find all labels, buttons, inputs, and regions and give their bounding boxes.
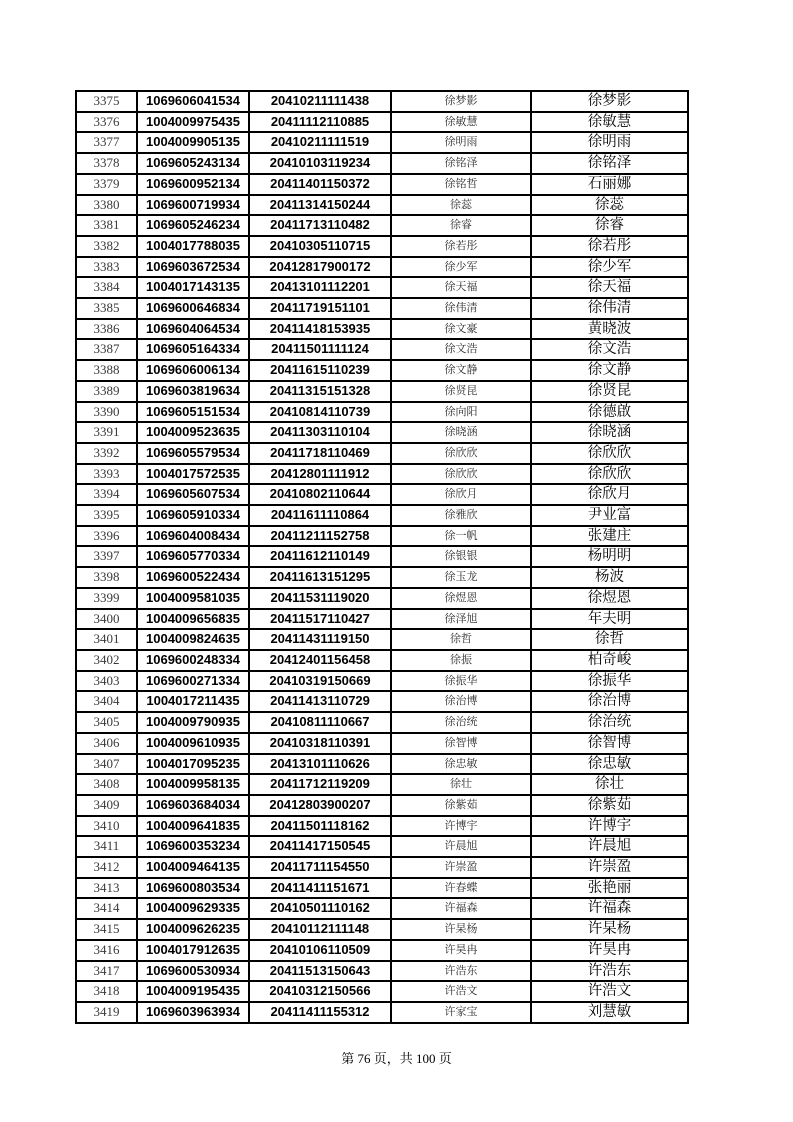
cell-student-id: 1004017912635	[137, 940, 249, 961]
cell-student-id: 1069604064534	[137, 319, 249, 340]
cell-guardian-name: 徐铭泽	[531, 153, 688, 174]
cell-serial: 3378	[76, 153, 137, 174]
cell-name: 许杲杨	[391, 919, 531, 940]
table-row	[76, 919, 688, 940]
cell-serial: 3393	[76, 464, 137, 485]
cell-serial: 3375	[76, 91, 137, 112]
cell-serial: 3389	[76, 381, 137, 402]
cell-serial: 3398	[76, 567, 137, 588]
cell-student-id: 1004017211435	[137, 691, 249, 712]
cell-name: 徐明雨	[391, 132, 531, 153]
cell-student-id: 1004009656835	[137, 609, 249, 630]
cell-serial: 3404	[76, 691, 137, 712]
cell-name: 徐贤昆	[391, 381, 531, 402]
cell-name: 徐晓涵	[391, 422, 531, 443]
cell-exam-number: 20411713110482	[249, 215, 391, 236]
cell-guardian-name: 徐壮	[531, 774, 688, 795]
table-row	[76, 91, 688, 112]
cell-guardian-name: 徐欣月	[531, 484, 688, 505]
cell-exam-number: 20410802110644	[249, 484, 391, 505]
table-row	[76, 153, 688, 174]
cell-serial: 3376	[76, 112, 137, 133]
cell-guardian-name: 徐智博	[531, 733, 688, 754]
roster-table	[75, 90, 689, 1024]
cell-student-id: 1069603819634	[137, 381, 249, 402]
table-row	[76, 277, 688, 298]
cell-serial: 3383	[76, 257, 137, 278]
table-row	[76, 215, 688, 236]
cell-exam-number: 20411315151328	[249, 381, 391, 402]
table-row	[76, 298, 688, 319]
cell-exam-number: 20411718110469	[249, 443, 391, 464]
cell-guardian-name: 许杲杨	[531, 919, 688, 940]
table-row	[76, 940, 688, 961]
cell-guardian-name: 徐德啟	[531, 402, 688, 423]
cell-name: 许春蝶	[391, 878, 531, 899]
cell-guardian-name: 石丽娜	[531, 174, 688, 195]
table-row	[76, 754, 688, 775]
cell-student-id: 1069606006134	[137, 360, 249, 381]
cell-exam-number: 20410112111148	[249, 919, 391, 940]
cell-serial: 3409	[76, 795, 137, 816]
cell-student-id: 1069606041534	[137, 91, 249, 112]
cell-student-id: 1069600646834	[137, 298, 249, 319]
cell-exam-number: 20410318110391	[249, 733, 391, 754]
cell-serial: 3381	[76, 215, 137, 236]
cell-name: 徐银银	[391, 546, 531, 567]
table-row	[76, 339, 688, 360]
cell-name: 许崇盈	[391, 857, 531, 878]
table-row	[76, 836, 688, 857]
cell-serial: 3388	[76, 360, 137, 381]
cell-guardian-name: 年夫明	[531, 609, 688, 630]
cell-serial: 3390	[76, 402, 137, 423]
table-row	[76, 484, 688, 505]
cell-name: 徐少军	[391, 257, 531, 278]
cell-guardian-name: 许昊冉	[531, 940, 688, 961]
cell-exam-number: 20412803900207	[249, 795, 391, 816]
cell-serial: 3410	[76, 816, 137, 837]
cell-guardian-name: 徐欣欣	[531, 443, 688, 464]
cell-serial: 3402	[76, 650, 137, 671]
cell-exam-number: 20413101110626	[249, 754, 391, 775]
table-row	[76, 712, 688, 733]
cell-serial: 3395	[76, 505, 137, 526]
cell-name: 许晨旭	[391, 836, 531, 857]
cell-guardian-name: 许福森	[531, 898, 688, 919]
cell-guardian-name: 杨明明	[531, 546, 688, 567]
cell-exam-number: 20411413110729	[249, 691, 391, 712]
table-row	[76, 546, 688, 567]
cell-exam-number: 20411418153935	[249, 319, 391, 340]
table-row	[76, 464, 688, 485]
cell-name: 徐哲	[391, 629, 531, 650]
cell-exam-number: 20411401150372	[249, 174, 391, 195]
cell-serial: 3403	[76, 671, 137, 692]
cell-exam-number: 20410814110739	[249, 402, 391, 423]
cell-student-id: 1069603963934	[137, 1002, 249, 1023]
cell-exam-number: 20411711154550	[249, 857, 391, 878]
table-row	[76, 671, 688, 692]
cell-name: 许博宇	[391, 816, 531, 837]
cell-student-id: 1069604008434	[137, 526, 249, 547]
cell-student-id: 1004009626235	[137, 919, 249, 940]
cell-serial: 3407	[76, 754, 137, 775]
cell-student-id: 1004009824635	[137, 629, 249, 650]
cell-exam-number: 20411615110239	[249, 360, 391, 381]
cell-student-id: 1069605579534	[137, 443, 249, 464]
cell-guardian-name: 徐蕊	[531, 195, 688, 216]
table-row	[76, 857, 688, 878]
cell-guardian-name: 徐伟清	[531, 298, 688, 319]
cell-serial: 3380	[76, 195, 137, 216]
table-row	[76, 733, 688, 754]
table-row	[76, 174, 688, 195]
table-row	[76, 195, 688, 216]
table-row	[76, 505, 688, 526]
cell-name: 徐文豪	[391, 319, 531, 340]
cell-student-id: 1004009581035	[137, 588, 249, 609]
cell-student-id: 1004009641835	[137, 816, 249, 837]
cell-student-id: 1004009464135	[137, 857, 249, 878]
table-row	[76, 402, 688, 423]
cell-student-id: 1069603684034	[137, 795, 249, 816]
cell-student-id: 1069603672534	[137, 257, 249, 278]
cell-name: 徐忠敏	[391, 754, 531, 775]
cell-student-id: 1004009975435	[137, 112, 249, 133]
cell-name: 徐欣欣	[391, 464, 531, 485]
cell-exam-number: 20411211152758	[249, 526, 391, 547]
cell-guardian-name: 徐少军	[531, 257, 688, 278]
cell-student-id: 1069605164334	[137, 339, 249, 360]
cell-guardian-name: 徐天福	[531, 277, 688, 298]
cell-exam-number: 20412401156458	[249, 650, 391, 671]
table-row	[76, 1002, 688, 1023]
cell-name: 徐治博	[391, 691, 531, 712]
cell-name: 徐智博	[391, 733, 531, 754]
cell-exam-number: 20411112110885	[249, 112, 391, 133]
cell-serial: 3416	[76, 940, 137, 961]
cell-guardian-name: 徐晓涵	[531, 422, 688, 443]
roster-table-container	[75, 90, 689, 1024]
cell-serial: 3384	[76, 277, 137, 298]
cell-student-id: 1004017788035	[137, 236, 249, 257]
cell-name: 许福森	[391, 898, 531, 919]
cell-exam-number: 20411531119020	[249, 588, 391, 609]
cell-serial: 3382	[76, 236, 137, 257]
cell-exam-number: 20410106110509	[249, 940, 391, 961]
cell-guardian-name: 徐明雨	[531, 132, 688, 153]
cell-student-id: 1069600271334	[137, 671, 249, 692]
table-row	[76, 381, 688, 402]
cell-serial: 3377	[76, 132, 137, 153]
table-row	[76, 526, 688, 547]
cell-student-id: 1004009790935	[137, 712, 249, 733]
cell-name: 徐振华	[391, 671, 531, 692]
cell-student-id: 1069600530934	[137, 961, 249, 982]
table-row	[76, 236, 688, 257]
cell-guardian-name: 徐治统	[531, 712, 688, 733]
cell-exam-number: 20411501111124	[249, 339, 391, 360]
cell-serial: 3412	[76, 857, 137, 878]
cell-name: 徐紫茹	[391, 795, 531, 816]
cell-exam-number: 20411303110104	[249, 422, 391, 443]
cell-guardian-name: 徐文静	[531, 360, 688, 381]
table-row	[76, 567, 688, 588]
cell-serial: 3418	[76, 981, 137, 1002]
cell-guardian-name: 柏奇峻	[531, 650, 688, 671]
cell-student-id: 1004017572535	[137, 464, 249, 485]
cell-guardian-name: 徐欣欣	[531, 464, 688, 485]
cell-guardian-name: 许博宇	[531, 816, 688, 837]
cell-student-id: 1069605243134	[137, 153, 249, 174]
cell-exam-number: 20412801111912	[249, 464, 391, 485]
cell-serial: 3391	[76, 422, 137, 443]
cell-exam-number: 20410319150669	[249, 671, 391, 692]
cell-name: 徐文浩	[391, 339, 531, 360]
cell-serial: 3399	[76, 588, 137, 609]
cell-serial: 3413	[76, 878, 137, 899]
cell-serial: 3392	[76, 443, 137, 464]
table-row	[76, 443, 688, 464]
cell-serial: 3385	[76, 298, 137, 319]
cell-serial: 3414	[76, 898, 137, 919]
cell-student-id: 1004009523635	[137, 422, 249, 443]
cell-name: 徐治统	[391, 712, 531, 733]
cell-student-id: 1069600522434	[137, 567, 249, 588]
cell-student-id: 1069600353234	[137, 836, 249, 857]
cell-name: 徐煜恩	[391, 588, 531, 609]
table-row	[76, 898, 688, 919]
cell-name: 许昊冉	[391, 940, 531, 961]
cell-guardian-name: 徐敏慧	[531, 112, 688, 133]
cell-serial: 3386	[76, 319, 137, 340]
cell-name: 徐睿	[391, 215, 531, 236]
cell-exam-number: 20410103119234	[249, 153, 391, 174]
cell-guardian-name: 徐贤昆	[531, 381, 688, 402]
cell-guardian-name: 徐忠敏	[531, 754, 688, 775]
cell-serial: 3400	[76, 609, 137, 630]
cell-student-id: 1069600719934	[137, 195, 249, 216]
cell-exam-number: 20411611110864	[249, 505, 391, 526]
table-row	[76, 691, 688, 712]
table-row	[76, 257, 688, 278]
cell-guardian-name: 杨波	[531, 567, 688, 588]
cell-exam-number: 20410811110667	[249, 712, 391, 733]
cell-name: 徐欣月	[391, 484, 531, 505]
cell-name: 徐文静	[391, 360, 531, 381]
cell-student-id: 1004009195435	[137, 981, 249, 1002]
cell-name: 徐铭哲	[391, 174, 531, 195]
cell-student-id: 1004017095235	[137, 754, 249, 775]
table-body	[76, 91, 688, 1023]
cell-guardian-name: 徐睿	[531, 215, 688, 236]
cell-name: 徐蕊	[391, 195, 531, 216]
cell-exam-number: 20412817900172	[249, 257, 391, 278]
cell-serial: 3397	[76, 546, 137, 567]
cell-exam-number: 20411411155312	[249, 1002, 391, 1023]
cell-name: 许浩东	[391, 961, 531, 982]
table-row	[76, 816, 688, 837]
cell-serial: 3394	[76, 484, 137, 505]
cell-student-id: 1004009610935	[137, 733, 249, 754]
cell-name: 徐向阳	[391, 402, 531, 423]
cell-exam-number: 20410305110715	[249, 236, 391, 257]
cell-guardian-name: 黄晓波	[531, 319, 688, 340]
cell-guardian-name: 徐哲	[531, 629, 688, 650]
cell-name: 徐梦影	[391, 91, 531, 112]
cell-exam-number: 20411612110149	[249, 546, 391, 567]
table-row	[76, 650, 688, 671]
cell-name: 徐伟清	[391, 298, 531, 319]
cell-name: 徐振	[391, 650, 531, 671]
cell-guardian-name: 许浩东	[531, 961, 688, 982]
cell-exam-number: 20410501110162	[249, 898, 391, 919]
cell-exam-number: 20410211111438	[249, 91, 391, 112]
table-row	[76, 961, 688, 982]
cell-serial: 3408	[76, 774, 137, 795]
cell-name: 徐铭泽	[391, 153, 531, 174]
cell-exam-number: 20411712119209	[249, 774, 391, 795]
cell-student-id: 1069600248334	[137, 650, 249, 671]
cell-student-id: 1004017143135	[137, 277, 249, 298]
table-row	[76, 878, 688, 899]
cell-serial: 3405	[76, 712, 137, 733]
cell-guardian-name: 许浩文	[531, 981, 688, 1002]
cell-exam-number: 20410312150566	[249, 981, 391, 1002]
cell-exam-number: 20410211111519	[249, 132, 391, 153]
table-row	[76, 981, 688, 1002]
cell-student-id: 1004009629335	[137, 898, 249, 919]
table-row	[76, 360, 688, 381]
cell-name: 许浩文	[391, 981, 531, 1002]
table-row	[76, 588, 688, 609]
cell-guardian-name: 许崇盈	[531, 857, 688, 878]
cell-guardian-name: 许晨旭	[531, 836, 688, 857]
cell-serial: 3401	[76, 629, 137, 650]
cell-name: 徐雅欣	[391, 505, 531, 526]
cell-exam-number: 20411719151101	[249, 298, 391, 319]
cell-name: 徐一帆	[391, 526, 531, 547]
table-row	[76, 629, 688, 650]
table-row	[76, 774, 688, 795]
cell-guardian-name: 张艳丽	[531, 878, 688, 899]
cell-guardian-name: 徐文浩	[531, 339, 688, 360]
cell-exam-number: 20411613151295	[249, 567, 391, 588]
table-row	[76, 132, 688, 153]
cell-serial: 3406	[76, 733, 137, 754]
cell-serial: 3417	[76, 961, 137, 982]
cell-student-id: 1069600803534	[137, 878, 249, 899]
cell-name: 徐壮	[391, 774, 531, 795]
cell-exam-number: 20411417150545	[249, 836, 391, 857]
cell-exam-number: 20411517110427	[249, 609, 391, 630]
cell-student-id: 1069600952134	[137, 174, 249, 195]
cell-serial: 3419	[76, 1002, 137, 1023]
cell-exam-number: 20413101112201	[249, 277, 391, 298]
cell-serial: 3387	[76, 339, 137, 360]
table-row	[76, 795, 688, 816]
cell-exam-number: 20411513150643	[249, 961, 391, 982]
cell-student-id: 1069605607534	[137, 484, 249, 505]
cell-student-id: 1004009905135	[137, 132, 249, 153]
cell-serial: 3415	[76, 919, 137, 940]
table-row	[76, 422, 688, 443]
cell-student-id: 1069605910334	[137, 505, 249, 526]
cell-serial: 3379	[76, 174, 137, 195]
cell-name: 徐泽旭	[391, 609, 531, 630]
cell-name: 徐敏慧	[391, 112, 531, 133]
cell-guardian-name: 尹业富	[531, 505, 688, 526]
cell-name: 徐欣欣	[391, 443, 531, 464]
cell-name: 徐天福	[391, 277, 531, 298]
cell-exam-number: 20411431119150	[249, 629, 391, 650]
cell-student-id: 1069605151534	[137, 402, 249, 423]
table-row	[76, 319, 688, 340]
cell-name: 徐若彤	[391, 236, 531, 257]
cell-guardian-name: 徐若彤	[531, 236, 688, 257]
cell-serial: 3396	[76, 526, 137, 547]
cell-guardian-name: 徐振华	[531, 671, 688, 692]
cell-guardian-name: 徐煜恩	[531, 588, 688, 609]
table-row	[76, 609, 688, 630]
cell-name: 许家宝	[391, 1002, 531, 1023]
cell-student-id: 1004009958135	[137, 774, 249, 795]
cell-exam-number: 20411501118162	[249, 816, 391, 837]
cell-guardian-name: 徐紫茹	[531, 795, 688, 816]
cell-student-id: 1069605770334	[137, 546, 249, 567]
cell-serial: 3411	[76, 836, 137, 857]
page-number-footer: 第 76 页，共 100 页	[341, 1051, 452, 1066]
cell-exam-number: 20411314150244	[249, 195, 391, 216]
cell-name: 徐玉龙	[391, 567, 531, 588]
cell-student-id: 1069605246234	[137, 215, 249, 236]
cell-guardian-name: 刘慧敏	[531, 1002, 688, 1023]
cell-guardian-name: 徐梦影	[531, 91, 688, 112]
cell-exam-number: 20411411151671	[249, 878, 391, 899]
table-row	[76, 112, 688, 133]
cell-guardian-name: 徐治博	[531, 691, 688, 712]
cell-guardian-name: 张建庄	[531, 526, 688, 547]
